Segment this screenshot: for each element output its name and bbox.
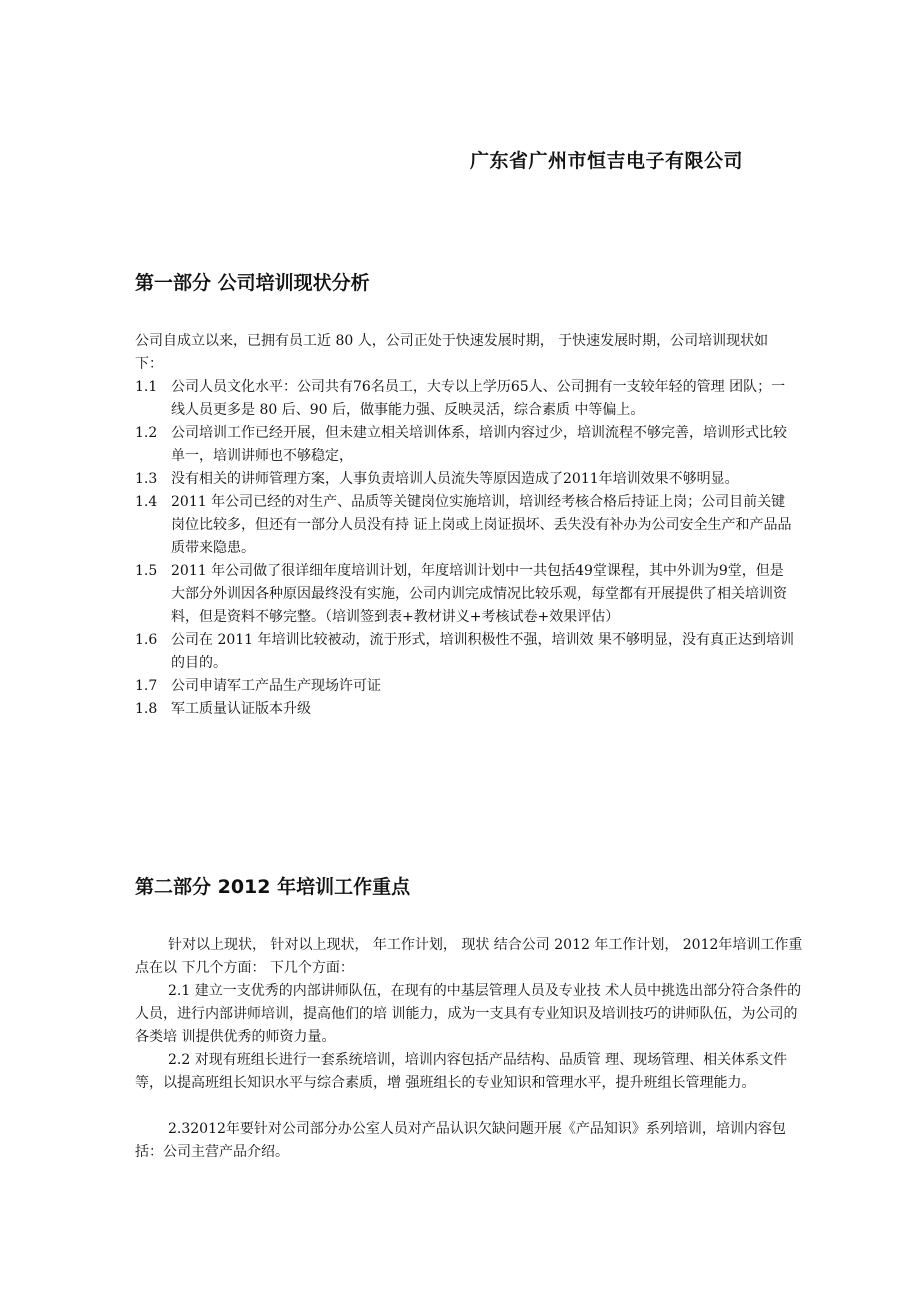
item-number: 1.6 <box>135 632 158 648</box>
list-item <box>135 468 795 491</box>
part2-heading: 第二部分 2012 年培训工作重点 <box>135 876 411 898</box>
item-text: 公司人员文化水平：公司共有76名员工，大专以上学历65人、公司拥有一支较年轻的管理 团队；一线人员更多是 80 后、90 后，做事能力强、反映灵活，综合素质 中等偏上。 <box>171 379 786 418</box>
list-item <box>135 560 795 629</box>
item-text: 公司在 2011 年培训比较被动，流于形式，培训积极性不强，培训效 果不够明显，没有真正达到培训的目的。 <box>171 632 794 671</box>
item-number: 1.1 <box>135 379 158 395</box>
list-item <box>135 698 795 721</box>
part2-paragraph: 2.1 建立一支优秀的内部讲师队伍，在现有的中基层管理人员及专业技 术人员中挑选出部分符合条件的人员，进行内部讲师培训，提高他们的培 训能力，成为一支具有专业知识及培训技巧的讲师队伍，为公司的各类培 训提供优秀的师资力量。 <box>135 983 802 1045</box>
part2-paragraph: 2.2 对现有班组长进行一套系统培训，培训内容包括产品结构、品质管 理、现场管理、相关体系文件等，以提高班组长知识水平与综合素质，增 强班组长的专业知识和管理水平，提升班组长管理能力。 <box>135 1052 788 1091</box>
list-item <box>135 491 795 560</box>
item-number: 1.2 <box>135 425 158 441</box>
part1-intro: 公司自成立以来，已拥有员工近 80 人，公司正处于快速发展时期， 于快速发展时期，公司培训现状如下： <box>135 333 769 372</box>
list-item <box>135 376 795 422</box>
part2-paragraph: 针对以上现状， 针对以上现状， 年工作计划， 现状 结合公司 2012 年工作计划， 2012年培训工作重点在以 下几个方面： 下几个方面： <box>135 937 803 976</box>
list-item <box>135 422 795 468</box>
item-number: 1.3 <box>135 471 158 487</box>
item-text: 2011 年公司做了很详细年度培训计划，年度培训计划中一共包括49堂课程，其中外训为9堂，但是大部分外训因各种原因最终没有实施，公司内训完成情况比较乐观，每堂都有开展提供了相关培训资料，但是资料不够完整。（培训签到表+教材讲义+考核试卷+效果评估） <box>171 563 787 625</box>
item-text: 2011 年公司已经的对生产、品质等关键岗位实施培训，培训经考核合格后持证上岗；公司目前关键岗位比较多，但还有一部分人员没有持 证上岗或上岗证损坏、丢失没有补办为公司安全生产和产品品质带来隐患。 <box>171 494 792 556</box>
list-item <box>135 629 795 675</box>
company-name: 广东省广州市恒吉电子有限公司 <box>470 150 744 172</box>
item-text: 没有相关的讲师管理方案，人事负责培训人员流失等原因造成了2011年培训效果不够明显。 <box>171 471 739 487</box>
list-item <box>135 675 795 698</box>
part1-heading: 第一部分 公司培训现状分析 <box>135 272 370 294</box>
item-number: 1.5 <box>135 563 158 579</box>
item-number: 1.8 <box>135 701 158 717</box>
item-number: 1.4 <box>135 494 158 510</box>
item-text: 公司申请军工产品生产现场许可证 <box>171 678 381 694</box>
part1-list <box>135 376 795 721</box>
part2-paragraph: 2.32012年要针对公司部分办公室人员对产品认识欠缺问题开展《产品知识》系列培训，培训内容包括：公司主营产品介绍。 <box>135 1121 786 1160</box>
item-text: 公司培训工作已经开展，但未建立相关培训体系，培训内容过少，培训流程不够完善，培训形式比较单一，培训讲师也不够稳定， <box>171 425 787 464</box>
item-number: 1.7 <box>135 678 158 694</box>
item-text: 军工质量认证版本升级 <box>171 701 311 717</box>
